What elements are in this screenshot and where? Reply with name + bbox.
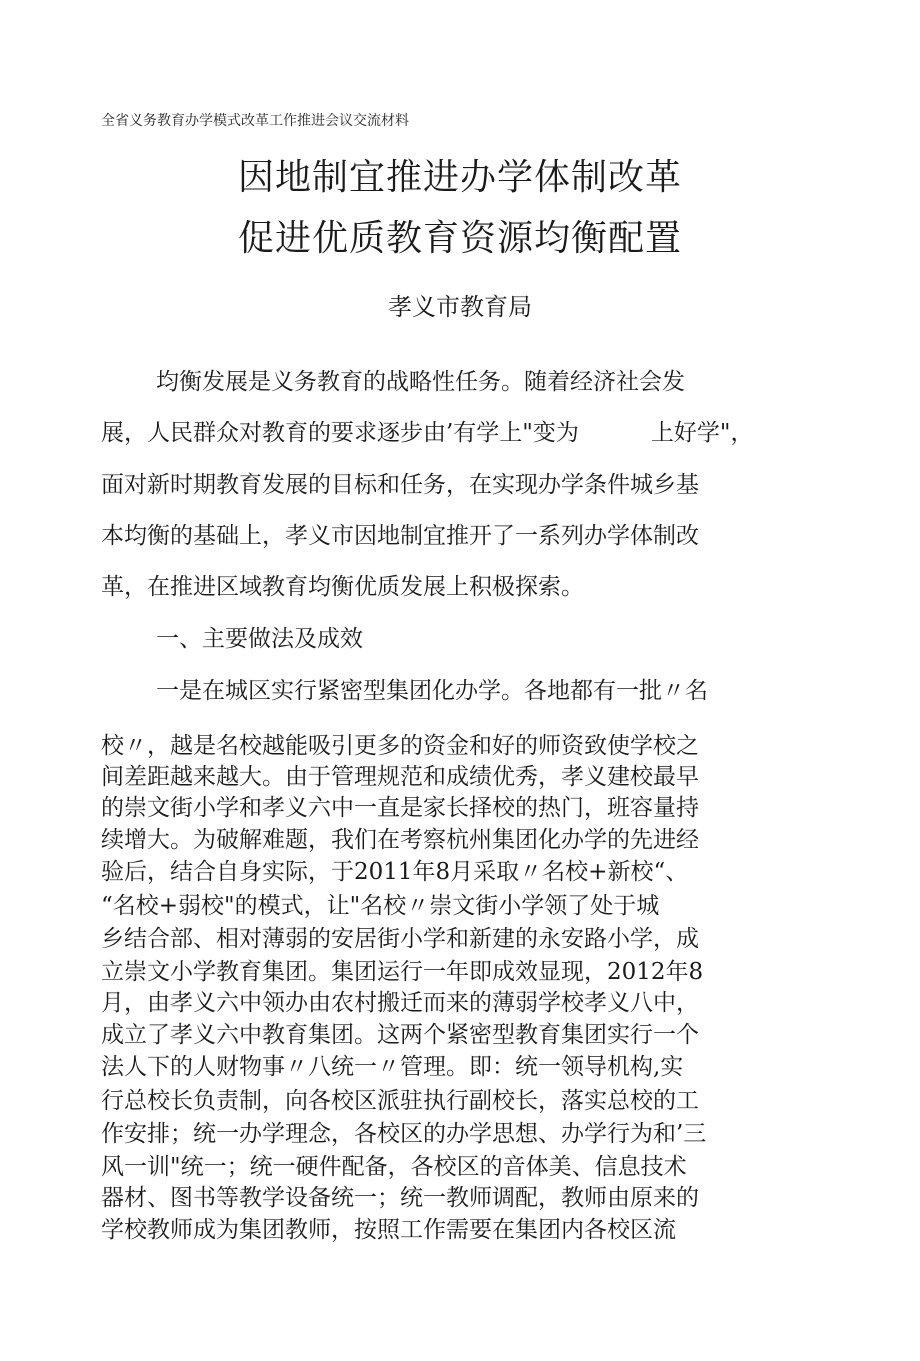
body-line: 风一训"统一；统一硬件配备，各校区的音体美、信息技术 xyxy=(101,1154,687,1180)
body-line: 月，由孝义六中领办由农村搬迁而来的薄弱学校孝义八中， xyxy=(101,990,699,1016)
body-line: 立崇文小学教育集团。集团运行一年即成效显现，2012年8 xyxy=(101,959,704,985)
body-line: 续增大。为破解难题，我们在考察杭州集团化办学的先进经 xyxy=(101,827,699,853)
body-line: 法人下的人财物事〃八统一〃管理。即：统一领导机构,实 xyxy=(101,1054,684,1080)
body-line: 成立了孝义六中教育集团。这两个紧密型教育集团实行一个 xyxy=(101,1022,699,1048)
header-note: 全省义务教育办学模式改革工作推进会议交流材料 xyxy=(101,113,409,129)
body-line: 的崇文街小学和孝义六中一直是家长择校的热门，班容量持 xyxy=(101,795,699,821)
intro-line-2 xyxy=(101,418,753,448)
document-title-line-2: 促进优质教育资源均衡配置 xyxy=(237,218,682,259)
body-line: 间差距越来越大。由于管理规范和成绩优秀，孝义建校最早 xyxy=(101,764,699,790)
body-line: 乡结合部、相对薄弱的安居街小学和新建的永安路小学，成 xyxy=(101,926,699,952)
section-heading: 一、主要做法及成效 xyxy=(156,626,363,652)
body-line: 学校教师成为集团教师，按照工作需要在集团内各校区流 xyxy=(101,1217,676,1243)
body-line: 行总校长负责制，向各校区派驻执行副校长，落实总校的工 xyxy=(101,1088,699,1114)
body-line: 器材、图书等教学设备统一；统一教师调配，教师由原来的 xyxy=(101,1185,699,1211)
body-line: 校〃，越是名校越能吸引更多的资金和好的师资致使学校之 xyxy=(101,733,699,759)
intro-line-3: 面对新时期教育发展的目标和任务，在实现办学条件城乡基 xyxy=(101,472,699,498)
intro-line-1: 均衡发展是义务教育的战略性任务。随着经济社会发 xyxy=(156,369,685,395)
intro-line-2-part-a: 展，人民群众对教育的要求逐步由’有学上"变为 xyxy=(101,420,579,446)
document-title-line-1: 因地制宜推进办学体制改革 xyxy=(237,157,682,198)
body-line: 验后，结合自身实际，于2011年8月采取〃名校+新校“、 xyxy=(101,859,689,885)
section-first-line: 一是在城区实行紧密型集团化办学。各地都有一批〃名 xyxy=(156,678,708,704)
body-line: “名校+弱校"的模式，让"名校〃崇文街小学领了处于城 xyxy=(101,893,660,919)
intro-line-5: 革，在推进区域教育均衡优质发展上积极探索。 xyxy=(101,574,584,600)
author-line: 孝义市教育局 xyxy=(388,293,532,321)
intro-line-2-part-b: 上好学"， xyxy=(650,420,754,446)
intro-line-4: 本均衡的基础上，孝义市因地制宜推开了一系列办学体制改 xyxy=(101,523,699,549)
body-line: 作安排；统一办学理念，各校区的办学思想、办学行为和’三 xyxy=(101,1121,707,1147)
